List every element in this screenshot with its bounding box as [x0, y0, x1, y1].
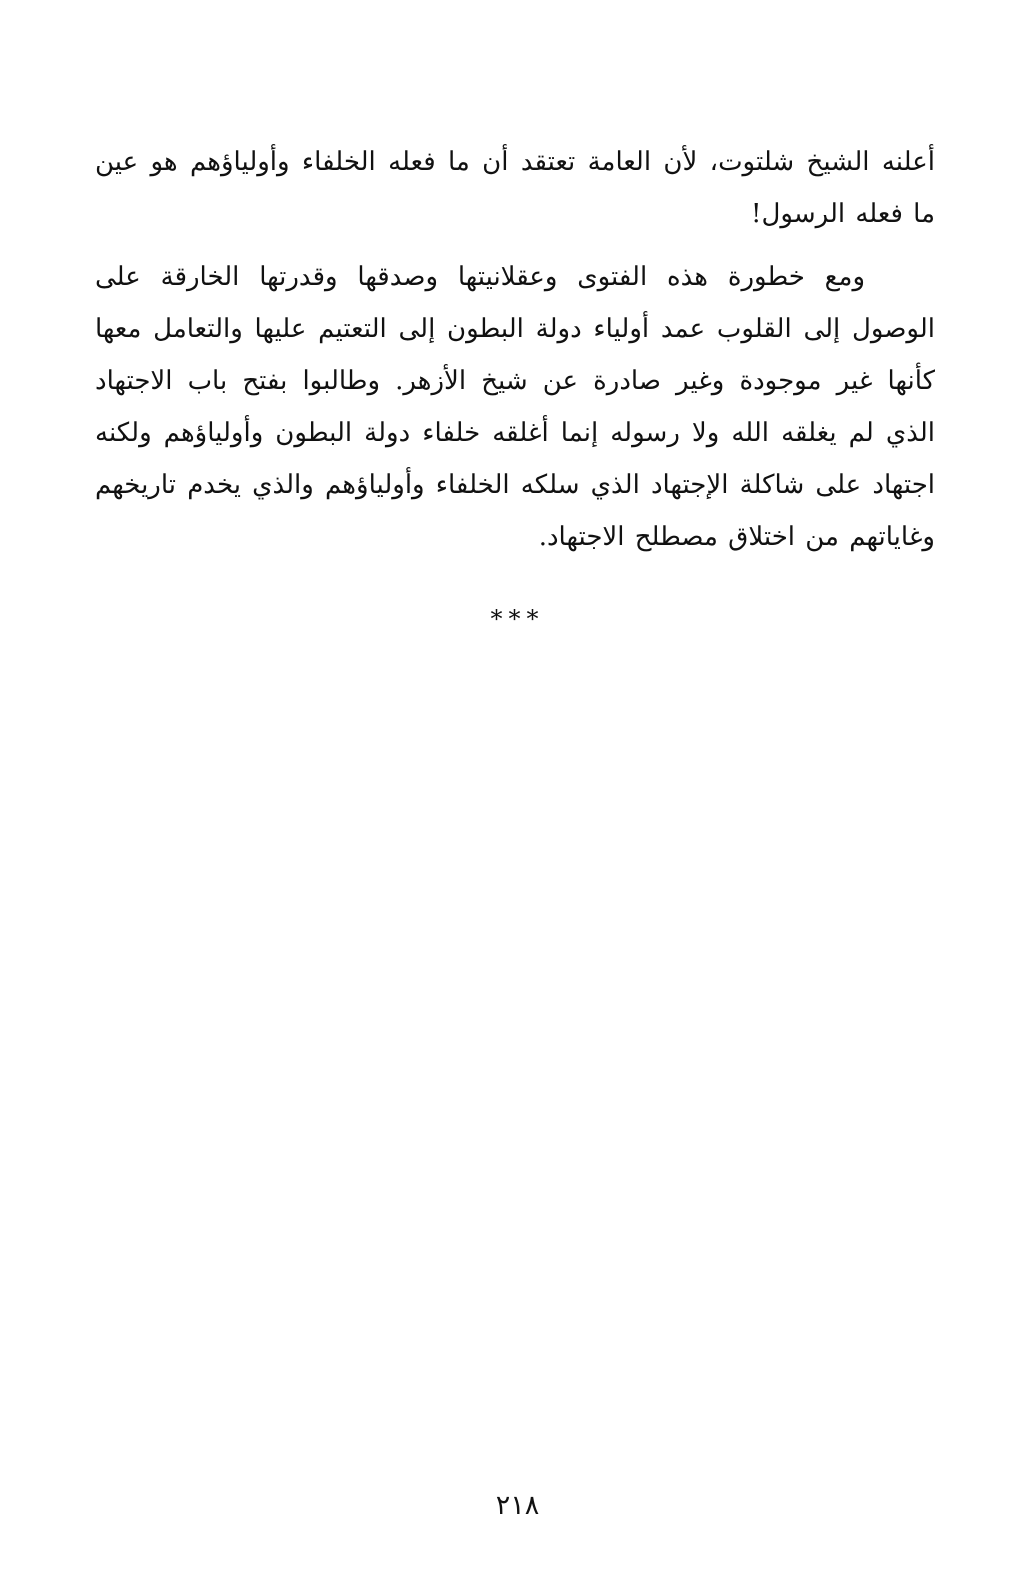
paragraph-main: ومع خطورة هذه الفتوى وعقلانيتها وصدقها وقدرتها الخارقة على الوصول إلى القلوب عمد أولياء دولة البطون إلى التعتيم عليها والتعامل معها كأنها غير موجودة وغير صادرة عن شيخ الأزهر. وطالبوا بفتح باب الاجتهاد الذي لم يغلقه الله ولا رسوله إنما أغلقه خلفاء دولة البطون وأولياؤهم ولكنه اجتهاد على شاكلة الإجتهاد الذي سلكه الخلفاء وأولياؤهم والذي يخدم تاريخهم وغاياتهم من اختلاق مصطلح الاجتهاد. [95, 262, 935, 552]
section-separator: *** [490, 605, 545, 633]
page-number: ٢١٨ [495, 1490, 540, 1521]
paragraph-continuation: أعلنه الشيخ شلتوت، لأن العامة تعتقد أن ما فعله الخلفاء وأولياؤهم هو عين ما فعله الرسول! [95, 147, 935, 229]
